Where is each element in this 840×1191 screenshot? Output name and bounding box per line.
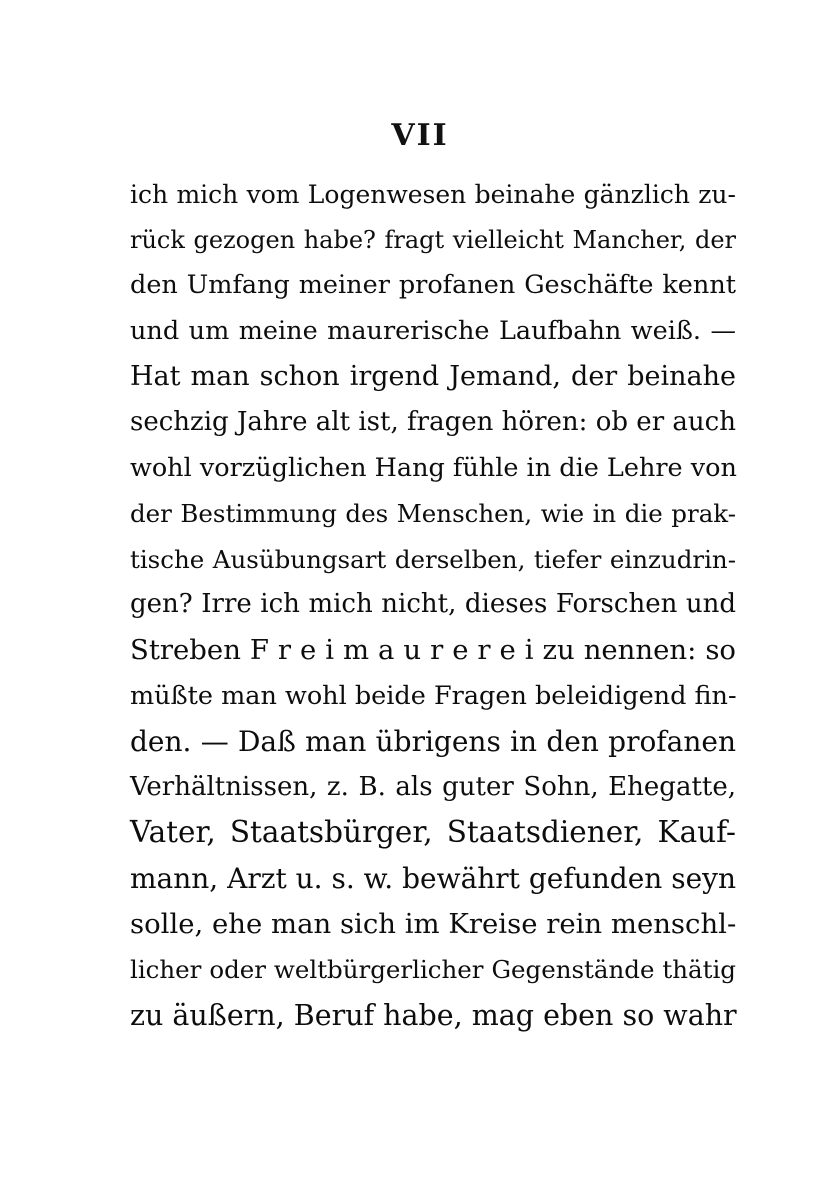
- text-line: rück gezogen habe? fragt vielleicht Mancher, der: [130, 225, 736, 254]
- text-line: solle, ehe man sich im Kreise rein menschl-: [130, 907, 737, 940]
- text-line: Hat man schon irgend Jemand, der beinahe: [130, 361, 736, 393]
- text-line: den. — Daß man übrigens in den profanen: [130, 725, 736, 759]
- text-line: gen? Irre ich mich nicht, dieses Forschen und: [130, 589, 736, 620]
- text-line: den Umfang meiner profanen Geschäfte kennt: [130, 270, 736, 301]
- text-line: der Bestimmung des Menschen, wie in die prak-: [130, 499, 736, 529]
- text-line: und um meine maurerische Laufbahn weiß. —: [130, 315, 736, 346]
- page-number: VII: [391, 118, 449, 153]
- text-line: ich mich vom Logenwesen beinahe gänzlich zu-: [130, 180, 736, 209]
- text-line: Streben F r e i m a u r e r e i zu nennen: so: [130, 633, 736, 666]
- text-line: sechzig Jahre alt ist, fragen hören: ob er auch: [130, 406, 736, 437]
- text-line: licher oder weltbürgerlicher Gegenstände thätig: [130, 955, 736, 985]
- text-line: Verhältnissen, z. B. als guter Sohn, Ehegatte,: [130, 771, 736, 802]
- text-line: tische Ausübungsart derselben, tiefer einzudrin-: [130, 544, 736, 574]
- text-line: müßte man wohl beide Fragen beleidigend fin-: [130, 680, 737, 711]
- text-line: wohl vorzüglichen Hang fühle in die Lehre von: [130, 452, 737, 483]
- text-line: Vater, Staatsbürger, Staatsdiener, Kauf-: [130, 815, 736, 850]
- text-line: zu äußern, Beruf habe, mag eben so wahr: [130, 998, 737, 1032]
- text-line: mann, Arzt u. s. w. bewährt gefunden seyn: [130, 861, 736, 895]
- page-text: [130, 172, 736, 1038]
